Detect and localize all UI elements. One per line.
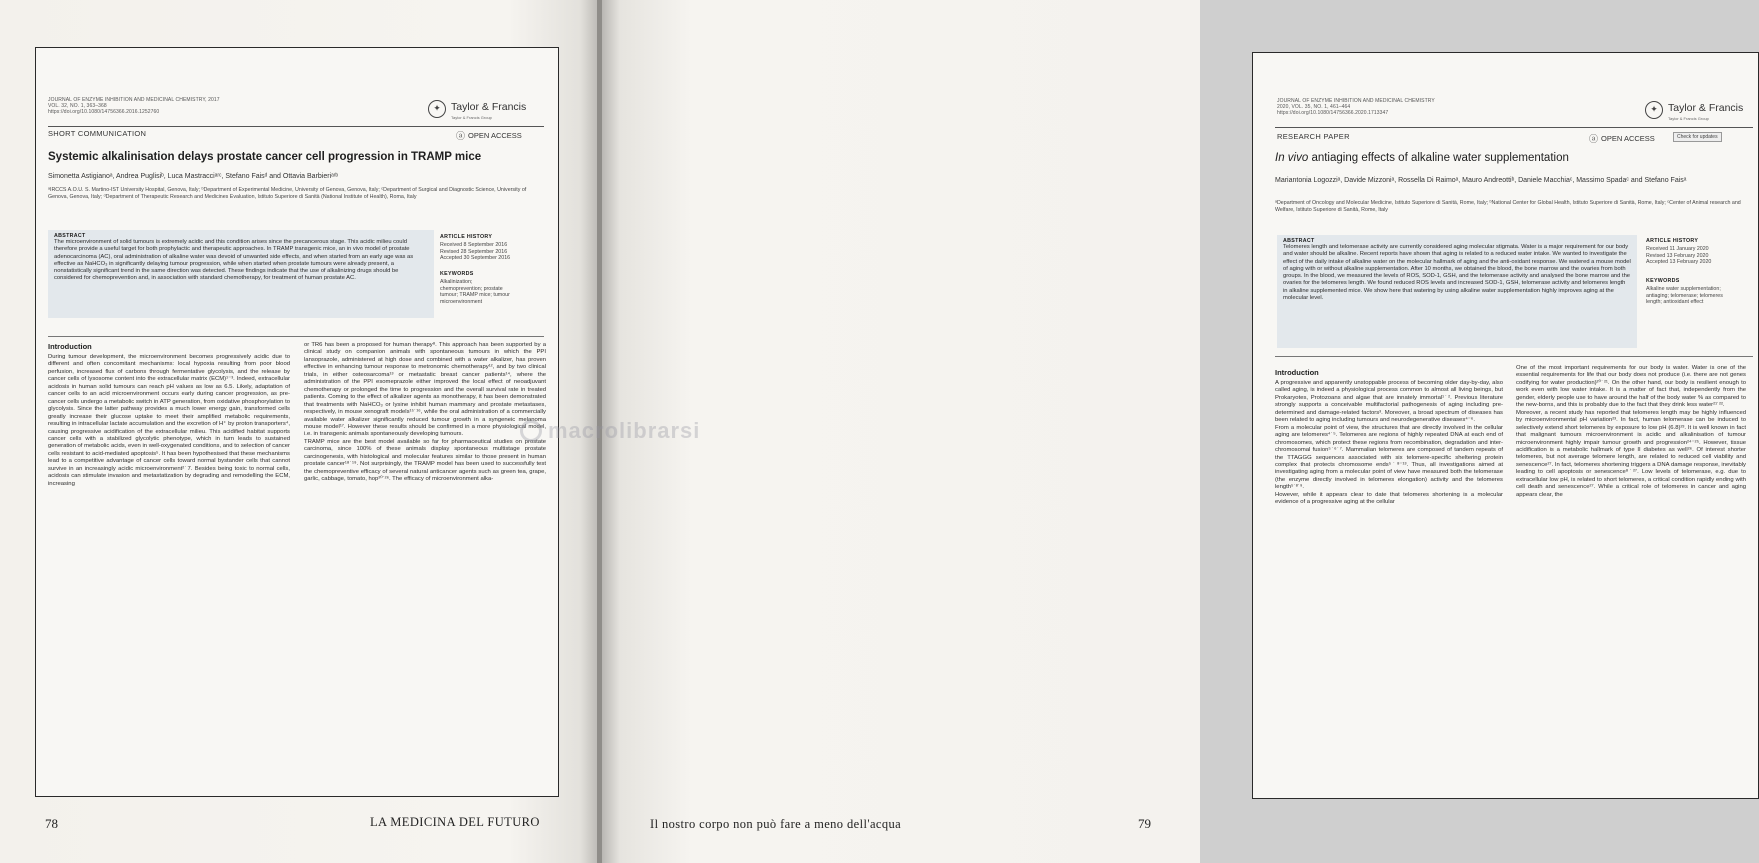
check-for-updates-button[interactable]: Check for updates [1673, 132, 1722, 142]
keywords-label: KEYWORDS [1646, 278, 1680, 284]
author-list: Mariantonia Logozziᵃ, Davide Mizzoniᵃ, Rossella Di Raimoᵃ, Mauro Andreottiᵇ, Daniele Macchiaᶜ, Massimo Spadaᶜ and Stefano Faisᵃ [1275, 177, 1687, 184]
section-kind: RESEARCH PAPER [1277, 132, 1350, 141]
publisher-logo: ✦ Taylor & Francis Taylor & Francis Group [428, 97, 526, 120]
header-rule [48, 126, 544, 127]
open-access-icon: ⓐ [456, 131, 466, 141]
affiliations: ᵃDepartment of Oncology and Molecular Medicine, Istituto Superiore di Sanità, Rome, Italy; ᵇNational Center for Global Health, Istituto Superiore di Sanità, Rome, Italy; ᶜCenter of Animal research and Welfare, Istituto Superiore di Sanità, Rome, Italy [1275, 200, 1741, 213]
abstract-text: The microenvironment of solid tumours is extremely acidic and this condition arises since the precancerous stage. This acidic milieu could therefore provide a useful target for both prophylactic and therapeutic approaches. In TRAMP transgenic mice, an in vivo model of prostate adenocarcinoma (AC), oral administration of alkaline water was devoid of unwanted side effects, and when started from an early age was as effective as NaHCO₃ in significantly delaying tumour progression, while when started when prostate tumours were already present, a nonstatistically significant trend in the same direction was detected. These findings indicate that the use of alkalinizing drugs should be considered for chemoprevention and, in association with standard chemotherapy, for treatment of human prostate AC. [54, 239, 414, 282]
article-history: Received 8 September 2016 Revised 28 September 2016 Accepted 30 September 2016 [440, 242, 511, 262]
author-list: Simonetta Astigianoᵃ, Andrea Puglisiᵇ, Luca Mastracciᵃʳᶜ, Stefano Faisᵈ and Ottavia Barbieriᵃʳᵇ [48, 173, 339, 180]
body-column-1: During tumour development, the microenvironment becomes progressively acidic due to different and often concomitant mechanisms: local hypoxia resulting from poor blood perfusion, increased flux of carbons through fermentative glycolysis, and the release by cancer cells of lysosome content into the extracellular matrix (ECM)¹⁻³. Indeed, extracellular acidosis in human solid tumours can reach pH values as low as 6.5. Likely, adaptation of cancer cells to an acid microenvironment occurs early during cancer progression, as pre-cancer cells undergo a metabolic switch in ATP generation, from oxidative phosphorylation to glycolysis. Since the latter pathway provides a much lower energy gain, transformed cells greatly increase their glucose uptake to meet their amplified metabolic requirements, resulting in intracellular lactate accumulation and the excretion of H⁺ by proton transporters⁴, causing progressive acidification of the extracellular milieu. This acidified habitat supports cancer cells with a stabilized glycolytic phenotype, which in turn leads to sustained generation of metabolic acids, even in well-oxygenated conditions, and to selection of cancer cells resistant to acid-mediated apoptosis⁵. It has been hypothesised that these mechanisms lead to a competitive advantage of cancer cells toward normal bystander cells that cannot survive in an increasingly acidic microenvironment²˙7. Besides being toxic to normal cells, acidosis can stimulate invasion and metastatization by degrading and remodelling the ECM, increasing [48, 354, 290, 487]
history-label: ARTICLE HISTORY [440, 234, 493, 240]
right-page [602, 0, 1746, 863]
right-article-frame [1252, 52, 1759, 799]
introduction-heading: Introduction [48, 342, 92, 351]
abstract-label: ABSTRACT [1283, 238, 1315, 244]
history-label: ARTICLE HISTORY [1646, 238, 1699, 244]
open-access-badge: ⓐ OPEN ACCESS [1589, 134, 1655, 144]
running-head-left: LA MEDICINA DEL FUTURO [370, 815, 540, 829]
watermark: macrolibrarsi [520, 416, 760, 446]
intro-rule [1275, 356, 1753, 357]
publisher-emblem-icon: ✦ [428, 100, 446, 118]
article-history: Received 11 January 2020 Revised 13 February 2020 Accepted 13 February 2020 [1646, 246, 1712, 266]
body-column-2: or TR6 has been a proposed for human therapy⁸. This approach has been supported by a clinical study on companion animals with spontaneous tumours in which the PPI lansoprazole, administered at high dose and combined with a water alkalizer, has proven effective in enhancing tumour response to metronomic chemotherapy¹², and by two clinical trials, in either osteosarcoma¹³ or metastatic breast cancer patients¹⁴, where the administration of the PPI esomeprazole either improved the local effect of neoadjuvant chemotherapy or prolonged the time to progression and the overall survival rate in treated patients. Coming to the effect of alkalizer agents as monotherapy, it has been demonstrated that treatments with NaHCO₃ or lysine inhibit human mammary and prostate metastases, respectively, in mouse xenograft models¹⁵˙¹⁶, while the oral administration of a commercially available water alkalizer significantly reduced tumour growth in a syngeneic melanoma mouse model¹⁷. However these results should be confirmed in a more physiological model, i.e. in transgenic animals spontaneously developing tumours. TRAMP mice are the best model available so far for pharmaceutical studies on prostate carcinoma, since 100% of these animals display spontaneous multistage prostate carcinogenesis, with histological and molecular features similar to those present in human prostate cancer¹⁸˙¹⁹. Not surprisingly, the TRAMP model has been used to successfully test the chemopreventive efficacy of several natural anticancer agents such as green tea, grape, garlic, cabbage, tomato, hop²⁰˙²⁶. The efficacy of microenvironment alka- [304, 342, 546, 483]
publisher-logo: ✦ Taylor & Francis Taylor & Francis Group [1645, 98, 1743, 121]
section-kind: SHORT COMMUNICATION [48, 129, 147, 138]
introduction-heading: Introduction [1275, 368, 1319, 377]
left-page [0, 0, 598, 863]
abstract-box [48, 230, 434, 318]
body-column-1: A progressive and apparently unstoppable process of becoming older day-by-day, also called aging, is indeed a physiological process common to almost all living beings, but Prokaryotes, Protozoans and algae that are innately immortal¹˙². Previous literature strongly supports a conceivable multifactorial pathogenesis of aging including pre-determined and damage-related factors³. Moreover, a broad spectrum of diseases has been related to aging including tumours and neurodegenerative diseases⁴⁻⁶. From a molecular point of view, the structures that are directly involved in the cellular aging are telomeres⁴˙⁵. Telomeres are regions of highly repeated DNA at each end of chromosomes, which protect these regions from recombination, degradation and inter-chromosomal fusion⁵˙⁶˙⁷. Mammalian telomeres are composed of tandem repeats of the TTAGGG sequences associated with six telomere-specific sheltering protein complex that protects chromosome ends⁵˙⁸⁻¹³. Thus, all investigations aimed at investigating aging from a molecular point of view have measured both the telomerase (the enzyme directly involved in telomeres elongation) activity and the telomeres length⁵˙⁸˙⁹. However, while it appears clear to date that telomeres shortening is a molecular evidence of a progressive aging at the cellular [1275, 380, 1503, 506]
journal-meta: JOURNAL OF ENZYME INHIBITION AND MEDICINAL CHEMISTRY, 2017 VOL. 32, NO. 1, 363–368 https://doi.org/10.1080/14756366.2016.1252760 [48, 97, 220, 115]
abstract-label: ABSTRACT [54, 233, 86, 239]
open-access-icon: ⓐ [1589, 134, 1599, 144]
header-rule [1275, 127, 1753, 128]
keywords: Alkaline water supplementation; antiaging; telomerase; telomeres length; antioxidant effect [1646, 286, 1723, 306]
open-access-badge: ⓐ OPEN ACCESS [456, 131, 522, 141]
publisher-emblem-icon: ✦ [1645, 101, 1663, 119]
abstract-text: Telomeres length and telomerase activity are currently considered aging molecular stigmata. Water is a major requirement for our body and water should be alkaline. Recent reports have shown that aging is related to a reduced water intake. We wanted to investigate the effect of the daily intake of alkaline water on the molecular hallmark of aging and the anti-oxidant response. We watered a mouse model of aging with or without alkaline supplementation. After 10 months, we obtained the blood, the bone marrow and the ovaries from both groups. In the blood, we measured the levels of ROS, SOD-1, GSH, and the telomerase activity and analysed the bone marrow and the ovaries for the telomeres length. We found reduced ROS levels and increased SOD-1, GSH, telomerase activity and telomeres length in alkaline supplemented mice. We show here that watering by using alkaline water supplementation highly improves aging at the molecular level. [1283, 244, 1631, 302]
left-article-frame [35, 47, 559, 797]
body-column-2: One of the most important requirements for our body is water. Water is one of the essential requirements for life that our body does not produce (i.e. there are not genes codifying for water production)²⁰˙²¹. On the other hand, our body is resilient enough to work even with low water intake. It is a matter of fact that, independently from the gender, elderly people use to have around the half of the body water % as compared to the new-borns, and this is probably due to the fact that they drink less water²¹˙²². Moreover, a recent study has reported that telomeres length may be highly influenced by microenvironmental pH variation²³. In fact, human telomerase can be induced to selectively extend short telomeres by exposure to low pH (6.8)²³. It is well known in fact that malignant tumours microenvironment is acidic and alkalinisation of tumour microenvironment highly impair tumour growth and progression²⁴⁻²⁵. However, tissue acidification is a metabolic hallmark of type II diabetes as well²⁶. Of interest shorter telomeres, but not average telomere length, are related to reduced cell viability and senescence²⁷. In fact, telomeres shortening triggers a DNA damage response, inevitably leading to cell apoptosis or senescence⁸˙²⁷. Low levels of telomerase, e.g. due to extracellular low pH, is related to short telomeres, a critical condition rapidly ending with cell death and senescence²⁷. While a critical role of telomeres in cancer and aging appears clear, the [1516, 365, 1746, 498]
intro-rule [48, 336, 544, 337]
journal-meta: JOURNAL OF ENZYME INHIBITION AND MEDICINAL CHEMISTRY 2020, VOL. 35, NO. 1, 461–464 https://doi.org/10.1080/14756366.2020.1713347 [1277, 98, 1435, 116]
affiliations: ᵃIRCCS A.O.U. S. Martino-IST University Hospital, Genova, Italy; ᵇDepartment of Experimental Medicine, University of Genova, Genova, Italy; ᶜDepartment of Surgical and Diagnostic Science, University of Genova, Genova, Italy; ᵈDepartment of Therapeutic Research and Medicines Evaluation, Istituto Superiore di Sanità (National Institute of Health), Roma, Italy [48, 187, 527, 200]
keywords-label: KEYWORDS [440, 271, 474, 277]
abstract-box [1277, 235, 1637, 348]
article-title: Systemic alkalinisation delays prostate cancer cell progression in TRAMP mice [48, 151, 482, 163]
running-head-right: Il nostro corpo non può fare a meno dell'acqua [650, 817, 902, 831]
page-number-right: 79 [1138, 816, 1151, 831]
article-title: In vivo antiaging effects of alkaline water supplementation [1275, 152, 1569, 164]
page-number-left: 78 [45, 816, 58, 831]
keywords: Alkalinization; chemoprevention; prostate tumour; TRAMP mice; tumour microenvironment [440, 279, 510, 305]
